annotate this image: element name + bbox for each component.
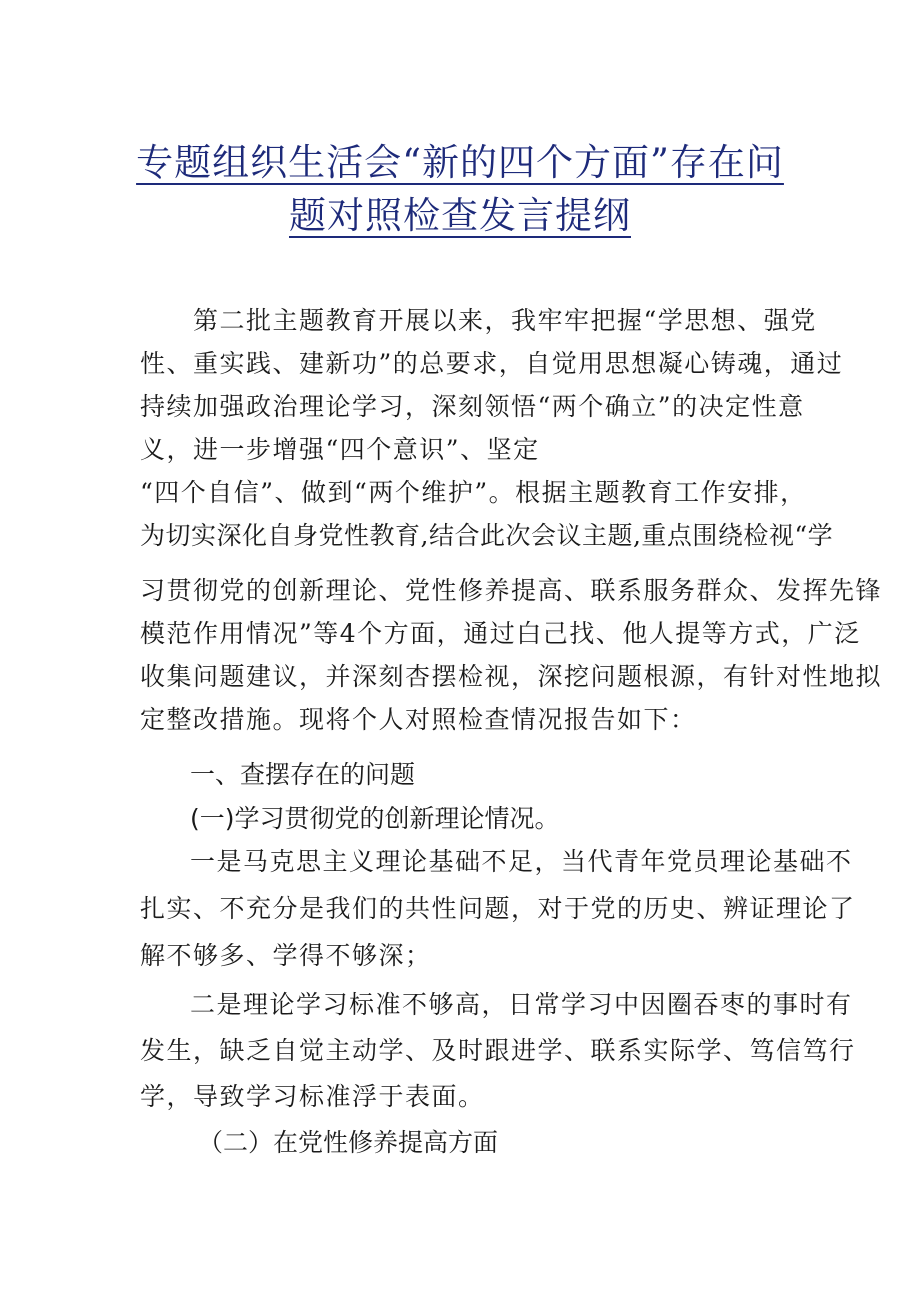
point2-line: 二是理论学习标准不够高，日常学习中因圈吞枣的事时有	[190, 990, 853, 1019]
intro-line: 收集问题建议，并深刻杏摆检视，深挖问题根源，有针对性地拟	[140, 662, 883, 691]
intro-line: “四个自信”、做到“两个维护”。根据主题教育工作安排，	[140, 478, 807, 507]
intro-line: 为切实深化自身党性教育,结合此次会议主题,重点围绕检视“学	[140, 521, 834, 550]
intro-line: 定整改措施。现将个人对照检查情况报告如下：	[140, 705, 697, 734]
subsection-heading-party-spirit: （二）在党性修养提高方面	[198, 1128, 499, 1157]
intro-line: 持续加强政治理论学习，深刻领悟“两个确立”的决定性意	[140, 392, 805, 421]
point2-line: 学，导致学习标准浮于表面。	[140, 1082, 485, 1111]
document-title-line-1: 专题组织生活会“新的四个方面”存在问	[136, 141, 784, 184]
point1-line: 扎实、不充分是我们的共性问题，对于党的历史、辨证理论了	[140, 894, 856, 923]
section-heading-problems: 一、查摆存在的问题	[190, 760, 416, 789]
point2-line: 发生，缺乏自觉主动学、及时跟进学、联系实际学、笃信笃行	[140, 1036, 856, 1065]
point1-line: 一是马克思主义理论基础不足，当代青年党员理论基础不	[190, 847, 853, 876]
intro-line: 习贯彻党的创新理论、党性修养提高、联系服务群众、发挥先锋	[140, 576, 883, 605]
intro-line: 性、重实践、建新功”的总要求，自觉用思想凝心铸魂，通过	[140, 349, 844, 378]
intro-line: 模范作用情况”等4个方面，通过白己找、他人提等方式，广泛	[140, 619, 861, 648]
document-title-line-2: 题对照检查发言提纲	[289, 194, 631, 237]
subsection-heading-theory: (一)学习贯彻党的创新理论情况。	[190, 804, 560, 833]
intro-line: 义，进一步增强“四个意识”、坚定	[140, 435, 540, 464]
intro-line: 第二批主题教育开展以来，我牢牢把握“学思想、强党	[193, 306, 817, 335]
point1-line: 解不够多、学得不够深；	[140, 941, 432, 970]
